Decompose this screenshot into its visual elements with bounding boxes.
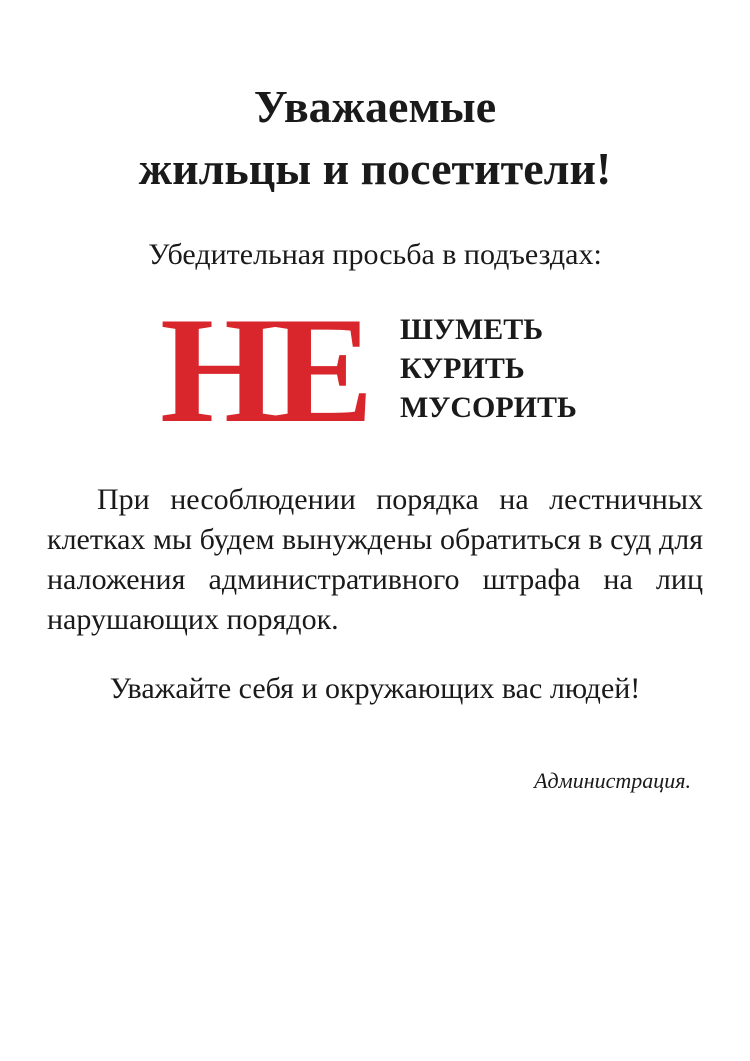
title-line-2: жильцы и посетители! xyxy=(138,143,612,194)
prohibition-block xyxy=(160,286,620,454)
notice-title xyxy=(0,76,750,200)
prohibition-littering: МУСОРИТЬ xyxy=(400,391,577,424)
prohibition-noise: ШУМЕТЬ xyxy=(400,313,544,346)
signature: Администрация. xyxy=(534,768,691,793)
prohibition-list xyxy=(400,310,577,427)
ne-word: НЕ xyxy=(160,286,368,454)
prohibition-smoking: КУРИТЬ xyxy=(400,352,525,385)
title-line-1: Уважаемые xyxy=(253,81,497,132)
request-text: Убедительная просьба в подъездах: xyxy=(148,238,602,271)
respect-line: Уважайте себя и окружающих вас людей! xyxy=(109,672,641,705)
warning-paragraph: При несоблюдении порядка на лестничных клетках мы будем вынуждены обратиться в суд для наложения административного штрафа на лиц нарушающих порядок. xyxy=(47,483,703,636)
